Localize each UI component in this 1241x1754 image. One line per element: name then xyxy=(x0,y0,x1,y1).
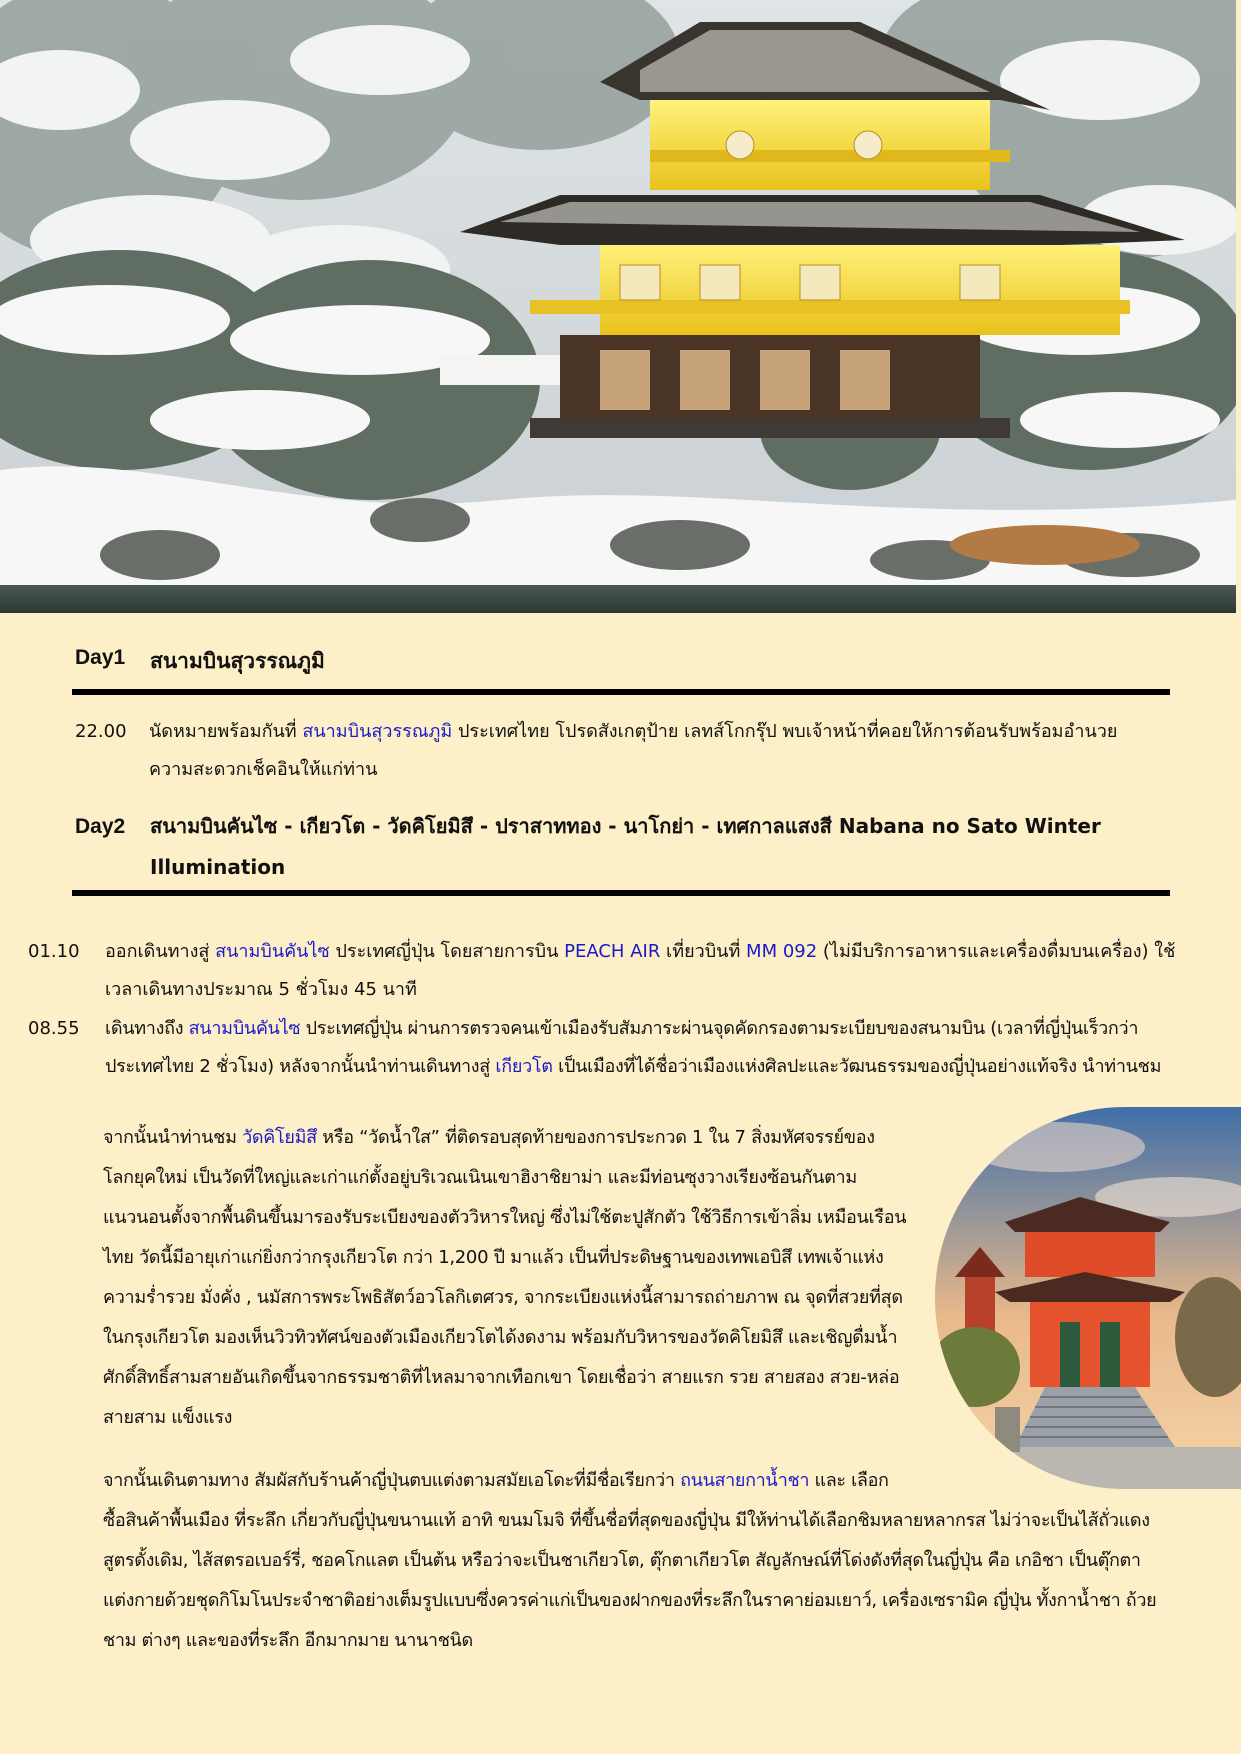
itinerary-item xyxy=(75,713,1175,789)
item-text-part: เที่ยวบินที่ xyxy=(660,941,747,962)
place-highlight: สนามบินสุวรรณภูมิ xyxy=(302,721,453,742)
kiyomizu-temple-photo xyxy=(935,1107,1241,1489)
para-line: ชาม ต่างๆ และของที่ระลึก อีกมากมาย นานาชนิด xyxy=(103,1630,473,1651)
day-title-line: Illumination xyxy=(150,855,286,879)
item-time: 22.00 xyxy=(75,721,127,742)
flight-highlight: MM 092 xyxy=(746,941,818,962)
item-time: 01.10 xyxy=(28,941,80,962)
place-highlight: สนามบินคันไซ xyxy=(188,1018,301,1039)
para-text-part: จากนั้นนำท่านชม xyxy=(103,1127,243,1148)
itinerary-item xyxy=(28,933,1208,1009)
para-text-part: จากนั้นเดินตามทาง สัมผัสกับร้านค้าญี่ปุ่นตบแต่งตามสมัยเอโดะที่มีชื่อเรียกว่า xyxy=(103,1470,681,1491)
item-text-part: นัดหมายพร้อมกันที่ xyxy=(149,721,303,742)
para-line: ในกรุงเกียวโต มองเห็นวิวทิวทัศน์ของตัวเมืองเกียวโตได้งดงาม พร้อมกับวิหารของวัดคิโยมิสึ และเชิญดื่มน้ำ xyxy=(103,1327,898,1348)
place-highlight: วัดคิโยมิสึ xyxy=(242,1127,317,1148)
street-paragraph xyxy=(103,1461,1203,1661)
item-text-line: ความสะดวกเช็คอินให้แก่ท่าน xyxy=(149,759,378,780)
day-label: Day2 xyxy=(75,815,126,838)
para-text-part: และ เลือก xyxy=(809,1470,889,1491)
item-text xyxy=(149,713,1175,789)
para-text-part: หรือ “วัดน้ำใส” ที่ติดรอบสุดท้ายของการประกวด 1 ใน 7 สิ่งมหัศจรรย์ของ xyxy=(316,1127,875,1148)
place-highlight: ถนนสายกาน้ำชา xyxy=(680,1470,810,1491)
day-title: สนามบินสุวรรณภูมิ xyxy=(150,649,325,673)
item-text xyxy=(105,933,1208,1009)
item-text-part: ประเทศไทย โปรดสังเกตุป้าย เลทส์โกกรุ๊ป พบเจ้าหน้าที่คอยให้การต้อนรับพร้อมอำนวย xyxy=(452,721,1118,742)
day-title-line: สนามบินคันไซ - เกียวโต - วัดคิโยมิสึ - ปราสาททอง - นาโกย่า - เทศกาลแสงสี Nabana no Sato Winter xyxy=(150,814,1101,838)
item-text-part: เดินทางถึง xyxy=(105,1018,189,1039)
para-line: ความร่ำรวย มั่งคั่ง , นมัสการพระโพธิสัตว์อวโลกิเตศวร, จากระเบียงแห่งนี้สามารถถ่ายภาพ ณ จุดที่สวยที่สุด xyxy=(103,1287,903,1308)
para-line: แนวนอนตั้งจากพื้นดินขึ้นมารองรับระเบียงของตัววิหารใหญ่ ซึ่งไม่ใช้ตะปูสักตัว ใช้วิธีการเข้าลิ่ม เหมือนเรือน xyxy=(103,1207,907,1228)
para-line: ไทย วัดนี้มีอายุเก่าแก่ยิ่งกว่ากรุงเกียวโต กว่า 1,200 ปี มาแล้ว เป็นที่ประดิษฐานของเทพเอบิสึ เทพเจ้าแห่ง xyxy=(103,1247,884,1268)
day2-heading xyxy=(75,806,1101,888)
para-line: สายสาม แข็งแรง xyxy=(103,1407,233,1428)
item-text-part: ออกเดินทางสู่ xyxy=(105,941,216,962)
kiyomizu-paragraph xyxy=(103,1118,923,1438)
item-time: 08.55 xyxy=(28,1018,80,1039)
para-line: โลกยุคใหม่ เป็นวัดที่ใหญ่และเก่าแก่ตั้งอยู่บริเวณเนินเขาฮิงาชิยาม่า และมีท่อนซุงวางเรียงซ้อนกันตาม xyxy=(103,1167,857,1188)
place-highlight: สนามบินคันไซ xyxy=(215,941,330,962)
para-line: สูตรดั้งเดิม, ไส้สตรอเบอร์รี่, ชอคโกแลต เป็นต้น หรือว่าจะเป็นชาเกียวโต, ตุ๊กตาเกียวโต สัญลักษณ์ที่โด่งดังที่สุดในญี่ปุ่น คือ เกอิชา เป็นตุ๊กตา xyxy=(103,1550,1141,1571)
para-line: ศักดิ์สิทธิ์สามสายอันเกิดขึ้นจากธรรมชาติที่ไหลมาจากเทือกเขา โดยเชื่อว่า สายแรก รวย สายสอง สวย-หล่อ xyxy=(103,1367,900,1388)
hero-image xyxy=(0,0,1236,613)
day-title xyxy=(150,806,1101,888)
item-text xyxy=(105,1010,1208,1086)
divider xyxy=(72,689,1170,695)
para-line: ซื้อสินค้าพื้นเมือง ที่ระลึก เกี่ยวกับญี่ปุ่นขนานแท้ อาทิ ขนมโมจิ ที่ขึ้นชื่อที่สุดของญี่ปุ่น มีให้ท่านได้เลือกชิมหลายหลากรส ไม่ว่าจะเป็นไส้ถั่วแดง xyxy=(103,1510,1150,1531)
para-line: แต่งกายด้วยชุดกิโมโนประจำชาติอย่างเต็มรูปแบบซึ่งควรค่าแก่เป็นของฝากของที่ระลึกในราคาย่อมเยาว์, เครื่องเซรามิค ญี่ปุ่น ทั้งกาน้ำชา ถ้วย xyxy=(103,1590,1157,1611)
divider xyxy=(72,890,1170,896)
day-label: Day1 xyxy=(75,646,126,669)
item-text-part: ประเทศญี่ปุ่น โดยสายการบิน xyxy=(329,941,565,962)
day1-heading xyxy=(75,646,325,676)
item-text-part: (ไม่มีบริการอาหารและเครื่องดื่มบนเครื่อง) ใช้ xyxy=(817,941,1176,962)
itinerary-item xyxy=(28,1010,1208,1086)
item-text-part: ประเทศญี่ปุ่น ผ่านการตรวจคนเข้าเมืองรับสัมภาระผ่านจุดคัดกรองตามระเบียบของสนามบิน (เวลาที่ญี่ปุ่นเร็วกว่า xyxy=(300,1018,1139,1039)
airline-highlight: PEACH AIR xyxy=(564,941,661,962)
item-text-line: เวลาเดินทางประมาณ 5 ชั่วโมง 45 นาที xyxy=(105,979,417,1000)
item-text-part: เป็นเมืองที่ได้ชื่อว่าเมืองแห่งศิลปะและวัฒนธรรมของญี่ปุ่นอย่างแท้จริง นำท่านชม xyxy=(552,1056,1162,1077)
item-text-part: ประเทศไทย 2 ชั่วโมง) หลังจากนั้นนำท่านเดินทางสู่ xyxy=(105,1056,496,1077)
place-highlight: เกียวโต xyxy=(495,1056,553,1077)
